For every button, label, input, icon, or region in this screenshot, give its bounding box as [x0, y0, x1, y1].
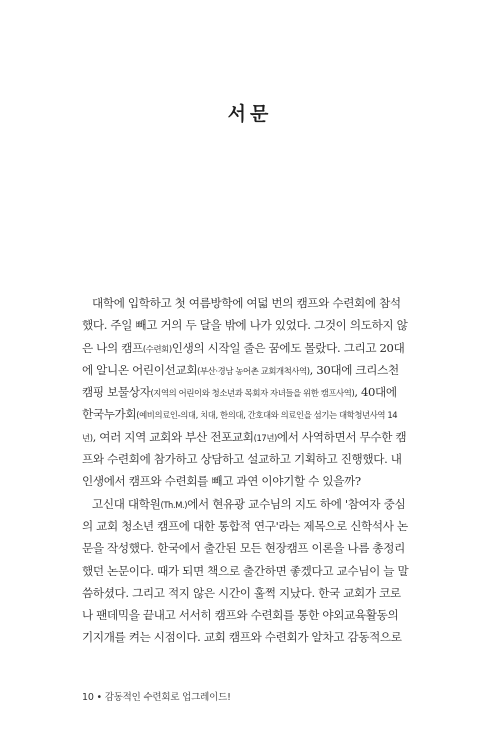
text-segment: 은 나의 캠프	[82, 340, 143, 355]
text-line	[82, 470, 418, 492]
text-segment: 인생에서 캠프와 수련회를 빼고 과연 이야기할 수 있을까?	[82, 474, 361, 489]
text-segment: 에 알니온 어린이선교회	[82, 362, 198, 377]
text-segment: 고신대 대학원	[82, 496, 161, 511]
text-segment: 기지개를 켜는 시점이다. 교회 캠프와 수련회가 알차고 감동적으로	[82, 630, 402, 645]
text-segment: 인생의 시작일 줄은 꿈에도 몰랐다. 그리고 20대	[171, 340, 405, 355]
text-segment: 에서 사역하면서 무수한 캠	[276, 429, 407, 444]
text-segment: 문을 작성했다. 한국에서 출간된 모든 현장캠프 이론을 나름 총정리	[82, 541, 405, 556]
text-annotation: (수련회)	[142, 343, 172, 354]
text-segment: 캠핑 보물상자	[82, 385, 151, 400]
text-line	[82, 426, 418, 448]
text-line	[82, 537, 418, 559]
text-line	[82, 493, 418, 515]
text-segment: , 40대에	[354, 385, 397, 400]
text-line	[82, 403, 418, 425]
text-segment: 나 팬데믹을 끝내고 서서히 캠프와 수련회를 통한 야외교육활동의	[82, 608, 399, 623]
text-segment: 의 교회 청소년 캠프에 대한 통합적 연구'라는 제목으로 신학석사 논	[82, 518, 408, 533]
text-segment: 했다. 주일 빼고 거의 두 달을 밖에 나가 있었다. 그것이 의도하지 않	[82, 318, 408, 333]
text-segment: 했던 논문이다. 때가 되면 책으로 출간하면 좋겠다고 교수님이 늘 말	[82, 563, 409, 578]
text-line	[82, 337, 418, 359]
text-line	[82, 448, 418, 470]
text-line	[82, 515, 418, 537]
text-segment: 대학에 입학하고 첫 여름방학에 여덟 번의 캠프와 수련회에 참석	[82, 296, 401, 310]
text-annotation: (Th.M.)	[160, 499, 188, 510]
text-annotation: (예비의료인-의대, 치대, 한의대, 간호대와 의료인을 섬기는 대학청년사역 14	[136, 410, 398, 421]
text-segment: 프와 수련회에 참가하고 상담하고 설교하고 기획하고 진행했다. 내	[82, 452, 402, 467]
text-line	[82, 292, 418, 314]
body-text	[82, 292, 418, 649]
page-title: 서문	[227, 103, 273, 125]
text-annotation: (지역의 어린이와 청소년과 목회자 자녀들을 위한 캠프사역)	[150, 388, 355, 399]
text-annotation: (부산·경남 농어촌 교회개척사역)	[197, 365, 310, 376]
text-line	[82, 381, 418, 403]
text-segment: , 30대에 크리스천	[309, 362, 399, 377]
text-line	[82, 314, 418, 336]
text-line	[82, 604, 418, 626]
text-line	[82, 359, 418, 381]
text-segment: 한국누가회	[82, 407, 137, 422]
text-line	[82, 560, 418, 582]
text-annotation: 년)	[82, 432, 93, 443]
page-footer: 10 • 감동적인 수련회로 업그레이드!	[82, 692, 231, 703]
text-annotation: (17년)	[253, 432, 277, 443]
text-line	[82, 626, 418, 648]
text-line	[82, 582, 418, 604]
text-segment: 에서 현유광 교수님의 지도 하에 '참여자 중심	[187, 496, 406, 511]
text-segment: , 여러 지역 교회와 부산 전포교회	[92, 429, 254, 444]
text-segment: 씀하셨다. 그리고 적지 않은 시간이 훌쩍 지났다. 한국 교회가 코로	[82, 585, 401, 600]
